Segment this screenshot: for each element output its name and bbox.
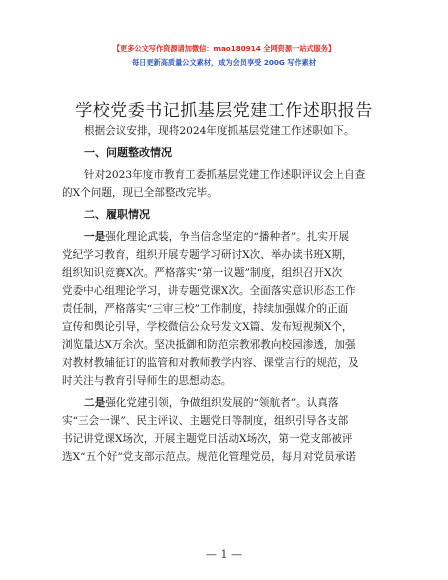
paragraph1-line [84,230,392,244]
section1-line: 的X个问题，现已全部整改完毕。 [62,187,218,199]
paragraph2-lead: 二是 [84,397,106,409]
paragraph1-line: 党纪学习教育，组织开展专题学习研讨X次、举办读书班X期， [62,249,353,261]
paragraph2-line [84,396,392,410]
paragraph2-line: 实“三会一课”、民主评议、主题党日等制度，组织引导各支部 [62,415,349,427]
paragraph1-line: 责任制，严格落实“三审三校”工作制度，持续加强媒介的正面 [62,303,349,315]
section-heading-2: 二、履职情况 [84,208,150,221]
section1-line: 针对2023年度市教育工委抓基层党建工作述职评议会上自查 [84,169,366,181]
paragraph1-line: 对教材教辅征订的监管和对教师教学内容、课堂言行的规范，及 [62,357,359,369]
document-title: 学校党委书记抓基层党建工作述职报告 [75,101,373,121]
intro-paragraph: 根据会议安排，现将2024年度抓基层党建工作述职如下。 [84,125,355,137]
paragraph2-line: 书记讲党课X场次，开展主题党日活动X场次，第一党支部被评 [62,433,353,445]
paragraph1-line: 组织知识竞赛X次。严格落实“第一议题”制度，组织召开X次 [62,267,343,279]
page-number: — 1 — [206,548,242,561]
paragraph2-text: 强化党建引领，争做组织发展的“领航者”。认真落 [105,397,339,409]
paragraph1-line: 党委中心组理论学习，讲专题党课X次。全面落实意识形态工作 [62,285,356,297]
paragraph1-text: 强化理论武装，争当信念坚定的“播种者”。扎实开展 [105,231,350,243]
paragraph1-line: 浏览量达X万余次。坚决抵御和防范宗教邪教向校园渗透，加强 [62,339,356,351]
promo-banner-line2[interactable]: 每日更新高质量公文素材，成为会员享受 200G 写作素材 [131,58,317,67]
promo-banner-line1[interactable]: 【更多公文写作资源请加微信：mao180914 全网资源一站式服务】 [112,44,336,53]
paragraph1-line: 宣传和舆论引导，学校微信公众号发文X篇、发布短视频X个， [62,321,353,333]
paragraph2-line: 选X“五个好”党支部示范点。规范化管理党员，每月对党员承诺 [62,451,356,463]
paragraph1-lead: 一是 [84,231,106,243]
paragraph1-line: 时关注与教育引导师生的思想动态。 [62,375,232,387]
section-heading-1: 一、问题整改情况 [84,146,172,159]
